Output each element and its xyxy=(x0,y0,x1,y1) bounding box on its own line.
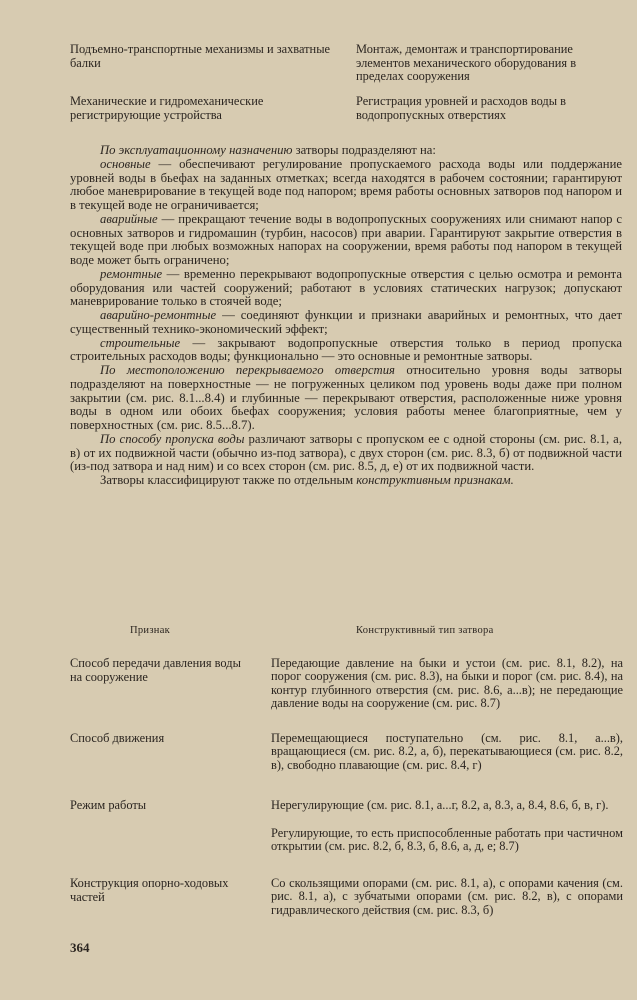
table-cell-right: Со скользящими опорами (см. рис. 8.1, а), с опорами качения (см. рис. 8.1, а), с зубчатыми опорами (см. рис. 8.2, в), с опорами гидравлического действия (см. рис. 8.3, б) xyxy=(271,876,623,917)
italic-heading: По способу пропуска воды xyxy=(100,431,245,446)
term: основные xyxy=(100,156,151,171)
page-number: 364 xyxy=(70,940,90,955)
paragraph xyxy=(70,474,622,488)
paragraph xyxy=(70,364,622,433)
paragraph-text: относительно уровня воды затворы подразделяют на поверхностные — не погруженных целиком под уровень воды даже при полном закрытии (см. рис. 8.1...8.4) и глубинные — перекрывают отверстия, расположенные ниже уровня воды в одном или обоих бьефах сооружения; условия работы менее благоприятные, чем у поверхностных (см. рис. 8.5...8.7). xyxy=(70,363,622,432)
paragraph xyxy=(70,433,622,474)
term: ремонтные xyxy=(100,266,163,281)
paragraph-text: различают затворы с пропуском ее с одной стороны (см. рис. 8.1, а, в) от их подвижной части (обычно из-под затвора), с двух сторон (см. рис. 8.3, б) от подвижной части (из-под затвора и над ним) и со всех сторон (см. рис. 8.5, д, е) от их подвижной части. xyxy=(70,431,622,474)
table-cell-left: Механические и гидромеханические регистрирующие устройства xyxy=(70,94,264,122)
italic-heading: По местоположению перекрываемого отверстия xyxy=(100,363,395,377)
table-cell-left: Способ движения xyxy=(70,731,165,745)
table-cell-right: Регистрация уровней и расходов воды в водопропускных отверстиях xyxy=(356,94,567,122)
list-item xyxy=(70,309,622,337)
table-cell-right: Передающие давление на быки и устои (см. рис. 8.1, 8.2), на порог сооружения (см. рис. 8.3), на быки и порог (см. рис. 8.4), на контур глубинного отверстия (см. рис. 8.6, а...в); не передающие давление воды на сооружение (см. рис. 8.7) xyxy=(271,656,623,711)
column-header-feature: Признак xyxy=(130,625,171,636)
paragraph xyxy=(70,144,622,158)
italic-heading: По эксплуатационному назначению xyxy=(100,143,293,157)
list-item xyxy=(70,337,622,365)
table-cell-right: Нерегулирующие (см. рис. 8.1, а...г, 8.2, а, 8.3, а, 8.4, 8.6, б, в, г). xyxy=(271,798,609,812)
term: аварийно-ремонтные xyxy=(100,308,217,322)
table-cell-right: Регулирующие, то есть приспособленные работать при частичном открытии (см. рис. 8.2, б, 8.3, б, 8.6, а, д, е; 8.7) xyxy=(271,826,623,854)
list-item xyxy=(70,268,622,309)
list-item xyxy=(70,213,622,268)
table-cell-left: Подъемно-транспортные механизмы и захватные балки xyxy=(70,42,331,70)
column-header-type: Конструктивный тип затвора xyxy=(356,625,494,636)
term-definition: — соединяют функции и признаки аварийных и ремонтных, что дает существенный технико-экономический эффект; xyxy=(70,308,622,336)
body-text xyxy=(70,144,622,488)
term-definition: — закрывают водопропускные отверстия только в период пропуска строительных расходов воды; функционально — это основные и ремонтные затворы. xyxy=(70,335,622,364)
term: аварийные xyxy=(100,211,158,226)
paragraph-text: затворы подразделяют на: xyxy=(292,143,436,157)
table-cell-left: Конструкция опорно-ходовых частей xyxy=(70,876,229,904)
table-cell-left: Режим работы xyxy=(70,798,147,812)
term-definition: — прекращают течение воды в водопропускных сооружениях или снимают напор с основных затворов и гидромашин (турбин, насосов) при аварии. Гарантируют закрытие отверстия в текущей воде при любых возможных напорах на сооружении, время работы под напором в текущей воде может быть ограничено; xyxy=(70,211,622,267)
term-definition: — обеспечивают регулирование пропускаемого расхода воды или поддержание уровней воды в бьефах на заданных отметках; всегда находятся в рабочем состоянии; гарантируют любое маневрирование в текущей воде под напором; время работы основных затворов под напором и в текущей воде не ограничивается; xyxy=(70,156,622,212)
italic-heading: конструктивным признакам. xyxy=(356,473,514,487)
list-item xyxy=(70,158,622,213)
paragraph-text: Затворы классифицируют также по отдельным xyxy=(100,473,357,487)
term: строительные xyxy=(100,335,181,350)
table-cell-right: Монтаж, демонтаж и транспортирование элементов механического оборудования в пределах сооружения xyxy=(356,42,577,83)
term-definition: — временно перекрывают водопропускные отверстия с целью осмотра и ремонта оборудования или частей сооружений; работают в условиях статических нагрузок; допускают маневрирование только в стоячей воде; xyxy=(70,266,622,309)
table-cell-left: Способ передачи давления воды на сооружение xyxy=(70,656,241,684)
table-cell-right: Перемещающиеся поступательно (см. рис. 8.1, а...в), вращающиеся (см. рис. 8.2, а, б), перекатывающиеся (см. рис. 8.2, в), свободно плавающие (см. рис. 8.4, г) xyxy=(271,731,623,772)
